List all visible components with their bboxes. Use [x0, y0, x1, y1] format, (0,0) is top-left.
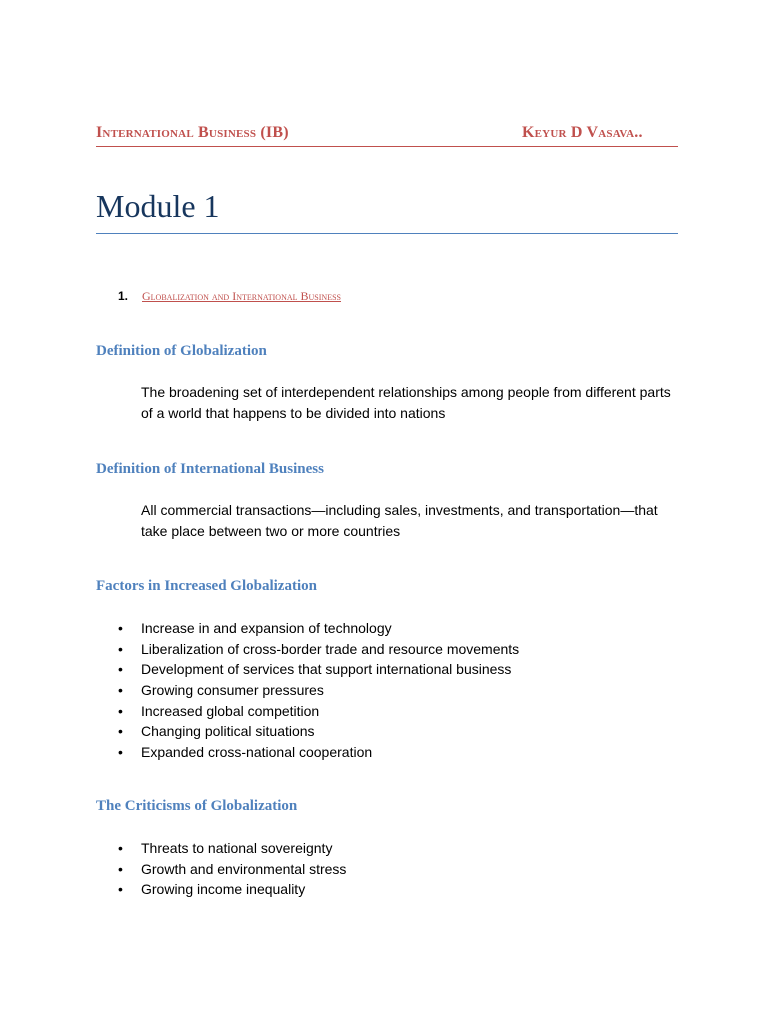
factors-list: [118, 618, 678, 763]
bullet-icon: •: [118, 682, 123, 699]
list-item: [118, 680, 678, 701]
list-item: [118, 742, 678, 763]
header-author: Keyur D Vasava..: [522, 124, 643, 141]
title-divider: [96, 233, 678, 234]
module-title: Module 1: [96, 188, 220, 224]
bullet-icon: •: [118, 723, 123, 740]
list-item-text: Development of services that support international business: [141, 661, 512, 678]
definition-globalization-text: The broadening set of interdependent relationships among people from different parts of a world that happens to be divided into nations: [141, 384, 671, 421]
list-item-text: Increase in and expansion of technology: [141, 620, 392, 636]
list-item-text: Threats to national sovereignty: [141, 840, 333, 856]
bullet-icon: •: [118, 881, 123, 898]
list-item: [118, 639, 678, 660]
bullet-icon: •: [118, 744, 123, 761]
list-item: [118, 659, 678, 680]
topic-number: 1.: [118, 289, 129, 303]
list-item: [118, 618, 678, 639]
heading-definition-ib: Definition of International Business: [96, 461, 324, 477]
bullet-icon: •: [118, 860, 123, 877]
topic-link[interactable]: Globalization and International Business: [142, 289, 341, 303]
bullet-icon: •: [118, 840, 123, 856]
list-item-text: Changing political situations: [141, 723, 315, 740]
heading-criticisms: The Criticisms of Globalization: [96, 798, 298, 814]
header-course-title: International Business (IB): [96, 124, 289, 141]
bullet-icon: •: [118, 620, 123, 636]
heading-definition-globalization: Definition of Globalization: [96, 343, 267, 359]
list-item-text: Growth and environmental stress: [141, 860, 347, 877]
numbered-topic: [118, 289, 341, 303]
bullet-icon: •: [118, 702, 123, 719]
heading-factors: Factors in Increased Globalization: [96, 578, 317, 594]
list-item: [118, 879, 678, 900]
list-item: [118, 859, 678, 880]
bullet-icon: •: [118, 661, 123, 678]
definition-ib-text: All commercial transactions—including sales, investments, and transportation—that take place between two or more countries: [141, 502, 658, 539]
criticisms-list: [118, 838, 678, 900]
list-item-text: Increased global competition: [141, 702, 320, 719]
bullet-icon: •: [118, 640, 123, 657]
list-item-text: Liberalization of cross-border trade and resource movements: [141, 640, 520, 657]
list-item: [118, 721, 678, 742]
list-item: [118, 838, 678, 859]
list-item-text: Growing consumer pressures: [141, 682, 324, 699]
list-item-text: Growing income inequality: [141, 881, 306, 898]
page-header: [96, 124, 678, 147]
list-item-text: Expanded cross-national cooperation: [141, 744, 373, 761]
list-item: [118, 701, 678, 722]
